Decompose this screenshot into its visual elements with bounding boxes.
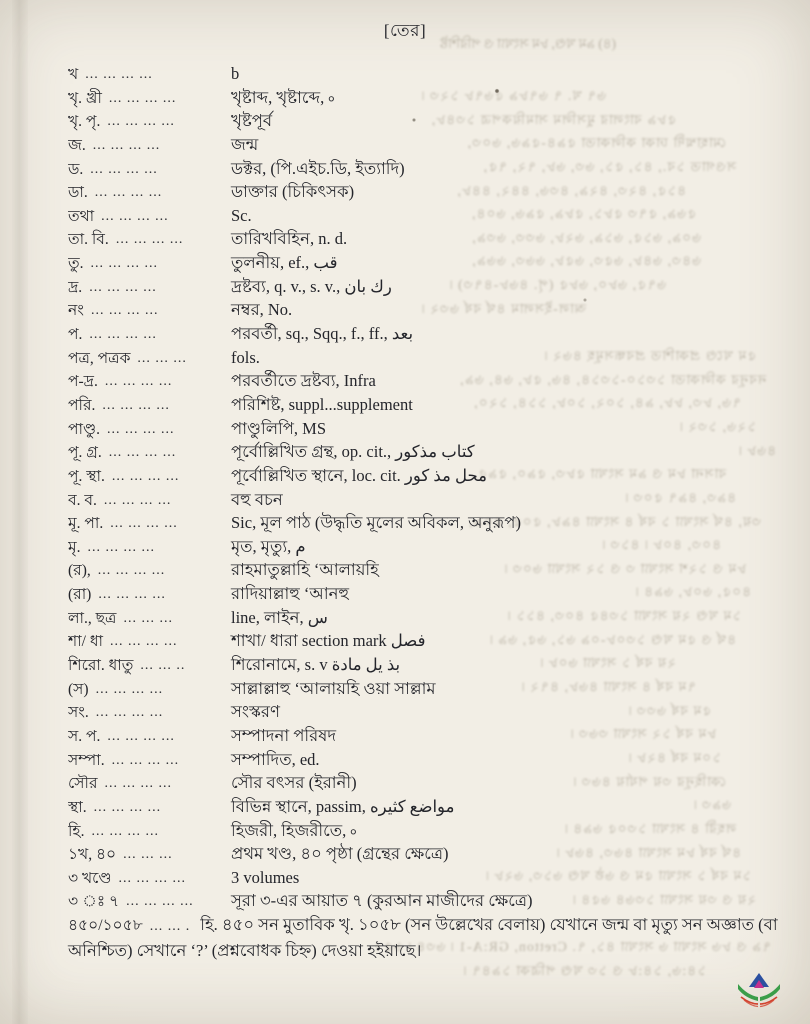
abbreviation: প. — [68, 326, 83, 344]
bleedthrough-line: ৮ম ও ১২শ সংখ্যা ৩ ও ১২ সংখ্যা ৬০৩ ৷ — [503, 560, 746, 576]
abbreviation-cell — [68, 323, 231, 347]
dotted-leader: ... ... ... ... — [107, 728, 175, 744]
abbreviation-row — [68, 86, 790, 110]
abbreviation: সম্পা. — [68, 751, 105, 769]
abbreviation: মৃ. — [68, 538, 81, 556]
abbreviation-row — [68, 440, 790, 464]
abbreviation: তা. বি. — [68, 231, 109, 249]
abbreviation-row — [68, 204, 790, 228]
abbreviation-row — [68, 488, 790, 512]
dotted-leader: ... ... ... ... — [107, 421, 175, 437]
meaning-cell: পূর্বোল্লিখিত স্থানে, loc. cit. محل مذ كور — [231, 465, 487, 485]
bleedthrough-header: (৪) ৯ম খণ্ড, ৮ম সংখ্যা ও পরিশিষ্ট — [440, 36, 616, 51]
dotted-leader: ... ... ... ... — [87, 539, 155, 555]
bleedthrough-line: সওগাত ১ব., ৪১, ৫১, ৬৩, ৬৮, ৭২, ৭৫, — [482, 158, 736, 174]
bleedthrough-line: ১২৬, ১৩২ ৷ — [678, 418, 756, 434]
abbreviation-row — [68, 227, 790, 251]
abbreviation-row — [68, 677, 790, 701]
abbreviation-row — [68, 724, 790, 748]
bleedthrough-line: ৬৭৫, ৬৮০, ৬৮৫ (পৃ. ৪৬৮-৪৭৩) ৷ — [448, 277, 666, 293]
dotted-leader: ... ... ... ... — [90, 303, 159, 319]
abbreviation-row — [68, 511, 790, 535]
abbreviation-cell — [68, 512, 231, 536]
abbreviation-row — [68, 133, 790, 157]
meaning-cell: সম্পাদনা পরিষদ — [231, 725, 336, 745]
meaning-cell: পরবর্তী, sq., Sqq., f., ff., بعد — [231, 324, 414, 344]
dotted-leader: ... ... ... ... — [115, 232, 184, 248]
abbreviation-cell — [68, 559, 231, 583]
footnote-row — [68, 913, 790, 962]
abbreviation-cell — [68, 370, 231, 394]
bleedthrough-line: ৪র্থ বর্ষ ৮ম সংখ্যা ৪৬৩, ৪৬৮ ৷ — [555, 844, 741, 860]
dotted-leader: ... ... ... ... — [90, 256, 159, 272]
abbreviation-row — [68, 62, 790, 86]
bleedthrough-line: ৮ম বর্ষ ১২ সংখ্যা ৩৬৩ ৷ — [569, 726, 716, 742]
meaning-cell: সাল্লাল্লাহু ‘আলায়হি ওয়া সাল্লাম — [231, 678, 436, 698]
meaning-cell: তারিখবিহিন, n. d. — [231, 229, 348, 249]
meaning-cell: সৌর বৎসর (ইরানী) — [231, 773, 357, 793]
abbreviation-cell — [68, 394, 231, 418]
meaning-cell: দ্রষ্টব্য, q. v., s. v., رك بان — [231, 276, 392, 296]
abbreviation-cell — [68, 134, 231, 158]
abbreviation-cell — [68, 158, 231, 182]
meaning-cell: তুলনীয়, ef., قب — [231, 253, 338, 273]
abbreviation-row — [68, 558, 790, 582]
abbreviation: পত্র, পত্রক — [68, 349, 131, 367]
abbreviation-row — [68, 369, 790, 393]
abbreviation-row — [68, 464, 790, 488]
abbreviation: সৌর — [68, 775, 98, 793]
meaning-cell: ডক্টর, (পি.এইচ.ডি, ইত্যাদি) — [231, 158, 405, 178]
dotted-leader: ... ... ... ... — [89, 327, 157, 343]
abbreviation: খৃ. পৃ. — [68, 113, 101, 131]
page-number: [তের] — [383, 21, 427, 40]
dotted-leader: ... ... ... ... — [94, 185, 163, 201]
dotted-leader: ... ... ... ... — [101, 208, 169, 224]
meaning-cell: শাখা/ ধারা section mark فصل — [231, 631, 426, 651]
abbreviation-cell — [68, 87, 231, 111]
abbreviation-cell — [68, 441, 231, 465]
abbreviation: সং. — [68, 704, 89, 722]
abbreviation-row — [68, 653, 790, 677]
abbreviation-cell — [68, 843, 231, 867]
abbreviation: খ — [68, 66, 79, 83]
bleedthrough-line: কোহিনূর ৩য় পর্যায় ৪৬৩ ৷ — [572, 773, 726, 789]
abbreviation: জ. — [68, 136, 86, 154]
abbreviation-row — [68, 629, 790, 653]
meaning-cell: জন্ম — [231, 134, 259, 154]
meaning-cell: বিভিন্ন স্থানে, passim, مواضع كثيره — [231, 796, 455, 816]
abbreviation-cell — [68, 890, 231, 914]
meaning-cell: খৃষ্টপূর্ব — [231, 111, 273, 131]
dotted-leader: ... ... .. — [140, 658, 186, 674]
meaning-cell: সূরা ৩-এর আয়াত ৭ (কুরআন মাজীদের ক্ষেত্রে) — [231, 891, 533, 911]
abbreviation-cell — [68, 678, 231, 702]
abbreviation-cell — [68, 489, 231, 513]
abbreviation-row — [68, 606, 790, 630]
dotted-leader: ... ... ... ... — [104, 776, 172, 792]
bleedthrough-line: বাসনা ৮ম ও ৯ম সংখ্যা ৫৮৩, ৫৯০, ৫৯৫, — [472, 466, 726, 482]
publisher-logo-icon — [736, 970, 782, 1012]
dotted-leader: ... ... ... ... — [103, 492, 172, 508]
abbreviation-cell — [68, 63, 231, 87]
dotted-leader: ... ... ... — [123, 610, 173, 626]
bleedthrough-line: ৫৮৯ বাংলার মুসলিম সাময়িকপত্র ১৩৪৮, — [430, 111, 676, 127]
bleedthrough-line: ৭৯ ও ৮৬ সংখ্যা ৬ সংখ্যা ৪১, ৭. Cretton, GR:A-1 ৷ ৬৩৪ ৷ ৬৫ ৷ — [374, 939, 771, 955]
bleedthrough-line: ১৪:৬, ১৪:৮ ও ১৩ খণ্ড পত্রিকা ১৯৪৭ ৷ — [462, 962, 706, 978]
dotted-leader: ... ... ... ... — [89, 279, 157, 295]
bleedthrough-line: ৪৯৩, ৪৯৭ ৫০৩ ৷ — [624, 489, 736, 505]
dotted-leader: ... ... ... ... — [108, 90, 177, 106]
dotted-leader: ... ... . — [149, 919, 191, 935]
bleedthrough-line: ৬৯৩ ৷ — [693, 797, 731, 813]
bleedthrough-line: ৫৬৯, ৫৭৩ ৫৮১, ৫৮৯, ৫৯৬, ৬০৪, — [470, 206, 696, 222]
abbreviation-cell — [68, 820, 231, 844]
dotted-leader: ... ... ... ... — [97, 563, 166, 579]
abbreviation: মূ. পা. — [68, 515, 104, 533]
abbreviation: খৃ. খ্রী — [68, 89, 102, 107]
abbreviation: তু. — [68, 255, 84, 273]
abbreviation-cell — [68, 205, 231, 229]
abbreviation-row — [68, 298, 790, 322]
abbreviation: স্থা. — [68, 798, 87, 816]
bleedthrough-line: ৫ম বর্ষ ৬৩৩ ৷ — [627, 702, 711, 718]
meaning-cell: রাহমাতুল্লাহি ‘আলায়হি — [231, 560, 379, 580]
dotted-leader: ... ... ... ... — [118, 870, 187, 886]
dotted-leader: ... ... ... ... — [107, 114, 175, 130]
meaning-cell: Sic, মূল পাঠ (উদ্ধৃতি মূলের অবিকল, অনুরূপ) — [231, 513, 521, 533]
abbreviation-cell — [68, 630, 231, 654]
meaning-cell: ডাক্তার (চিকিৎসক) — [231, 182, 355, 202]
abbreviation-cell — [68, 654, 231, 678]
bleedthrough-line: ৪০৫, ৬০৮, ৬৯৪ ৷ — [634, 584, 751, 600]
meaning-cell: প্রথম খণ্ড, ৪০ পৃষ্ঠা (গ্রন্থের ক্ষেত্রে) — [231, 844, 449, 864]
dotted-leader: ... ... ... ... — [108, 445, 177, 461]
abbreviation-cell — [68, 725, 231, 749]
dotted-leader: ... ... ... ... — [93, 799, 162, 815]
meaning-cell: line, লাইন, س — [231, 607, 328, 627]
abbreviation: ড. — [68, 160, 84, 178]
bleedthrough-line: ৭ম বর্ষ ৪ সংখ্যা ৪৬৮, ৪৭২ ৷ — [520, 679, 696, 695]
bleedthrough-line: ৭৬, ৮৩, ৮৮, ৯৪, ১০২, ১০৮, ১১৪, ১২০, — [473, 395, 741, 411]
meaning-cell: মৃত, মৃত্যু, م — [231, 536, 306, 556]
abbreviation-cell — [68, 181, 231, 205]
bleedthrough-line: ৩য়, ৪র্থ সংখ্যা ১ বর্ষ ৪ সংখ্যা ৪৯৮, ৫০৫, ৫০৯, — [467, 513, 761, 529]
abbreviation: ১খ, ৪০ — [68, 846, 117, 864]
abbreviation-cell — [68, 252, 231, 276]
abbreviation-row — [68, 109, 790, 133]
dotted-leader: ... ... ... ... — [110, 516, 178, 532]
abbreviation-row — [68, 346, 790, 370]
abbreviation: ৩ খণ্ডে — [68, 869, 112, 887]
abbreviation: শিরো. ধাতু — [68, 657, 134, 675]
dotted-leader: ... ... ... ... — [104, 374, 173, 390]
abbreviation-cell — [68, 228, 231, 252]
bleedthrough-line: আল-ইসলাম ৪র্থ বর্ষ ৬৩২ ৷ — [420, 300, 586, 316]
dotted-leader: ... ... ... ... — [95, 705, 164, 721]
dotted-leader: ... ... ... ... — [111, 752, 180, 768]
meaning-cell: b — [231, 64, 240, 83]
abbreviation-row — [68, 889, 790, 913]
abbreviation: স. প. — [68, 727, 101, 745]
abbreviation: ব. ব. — [68, 491, 97, 509]
dotted-leader: ... ... ... — [123, 847, 173, 863]
meaning-cell: সম্পাদিত, ed. — [231, 749, 320, 769]
abbreviation-cell — [68, 607, 231, 631]
meaning-cell: হিজরী, হিজরীতে, ৹ — [231, 820, 357, 840]
bleedthrough-line: লহরী ৪ সংখ্যা ১৩০৫ ৬৯৪ ৷ — [564, 820, 736, 836]
meaning-cell: সংস্করণ — [231, 702, 280, 722]
abbreviation-row — [68, 157, 790, 181]
dotted-leader: ... ... ... ... — [102, 397, 170, 413]
abbreviation-row — [68, 795, 790, 819]
meaning-cell: রাদিয়াল্লাহু ‘আনহু — [231, 584, 350, 604]
meaning-cell: Sc. — [231, 205, 252, 225]
dotted-leader: ... ... ... ... — [92, 137, 161, 153]
meaning-cell: পরিশিষ্ট, suppl...supplement — [231, 394, 413, 414]
meaning-cell: নম্বর, No. — [231, 300, 293, 320]
abbreviation-cell — [68, 110, 231, 134]
abbreviation-row — [68, 251, 790, 275]
bleedthrough-line: ৬৪৩, ৬৪৮, ৬৫৩, ৬৫৮, ৬৬৩, ৬৬৯, — [471, 253, 701, 269]
meaning-cell: পাণ্ডুলিপি, MS — [231, 418, 327, 438]
bleedthrough-line: মোহাম্মদী ঢাকা কলিকাতা ৫৯৪-৫৯৬, ৬০৩, — [466, 135, 726, 151]
bleedthrough-line: ১০ম বর্ষ ৪২৮ ৷ — [627, 749, 721, 765]
abbreviation-row — [68, 700, 790, 724]
abbreviation: প-দ্র. — [68, 373, 98, 391]
abbreviation-cell — [68, 418, 231, 442]
abbreviation: পূ. স্থা. — [68, 467, 105, 485]
abbreviation: তথা — [68, 207, 95, 225]
abbreviation-cell — [68, 536, 231, 560]
abbreviation-cell — [68, 701, 231, 725]
meaning-cell: বহু বচন — [231, 489, 283, 509]
abbreviation: পূ. গ্র. — [68, 444, 102, 462]
bleedthrough-line: ৪র্থ ও ৫ম খণ্ড ১৩০৮-০৯ ৬১, ৬৫, ৬৯ ৷ — [489, 631, 736, 647]
bleedthrough-line: ৪১৫, ৪২৩, ৪২৯, ৪৩৬, ৪৪২, ৪৪৮, — [456, 182, 686, 198]
bleedthrough-line: ২য় ও ৩য় সংখ্যা ১৩৬৪ ৬৫৪ ৷ — [572, 891, 756, 907]
bleedthrough-line: ৫ম খণ্ডে প্রকাশিত প্রবন্ধসমূহ ৪৬২ ৷ — [543, 348, 756, 364]
abbreviation-cell — [68, 867, 231, 891]
abbreviation-row — [68, 748, 790, 772]
dotted-leader: ... ... ... ... — [90, 161, 158, 177]
meaning-cell: শিরোনামে, s. v بذ يل مادة — [231, 655, 401, 675]
abbreviation-row — [68, 819, 790, 843]
abbreviation-row — [68, 417, 790, 441]
abbreviation-cell — [68, 465, 231, 489]
meaning-cell: পরবর্তীতে দ্রষ্টব্য, Infra — [231, 371, 376, 391]
abbreviation-cell — [68, 749, 231, 773]
bleedthrough-line: ১ম খণ্ড ২য় সংখ্যা ১৩৪৫ ৪০৩, ৪১১ ৷ — [506, 608, 741, 624]
dotted-leader: ... ... ... ... — [110, 634, 178, 650]
abbreviation: পাণ্ডু. — [68, 420, 101, 438]
bleedthrough-line: নবনূর কলিকাতা ১৩১০-১৩১৪, ৪৬, ৫৮, ৬৪, ৬৯, — [459, 371, 766, 387]
abbreviation-row — [68, 771, 790, 795]
dotted-leader: ... ... ... — [137, 350, 187, 366]
abbreviation: (র), — [68, 562, 91, 580]
abbreviation-row — [68, 535, 790, 559]
abbreviation-cell — [68, 772, 231, 796]
abbreviation-row — [68, 322, 790, 346]
dotted-leader: ... ... ... ... — [98, 587, 166, 603]
abbreviation-row — [68, 275, 790, 299]
abbreviation: ৪৫০/১০৫৮ — [68, 917, 143, 935]
bleedthrough-line: ২য় বর্ষ ১ সংখ্যা ৬০৮ ৷ — [539, 655, 676, 671]
abbreviation: (রা) — [68, 586, 92, 604]
abbreviation-cell — [68, 583, 231, 607]
abbreviation: ৩ ঃ ৭ — [68, 893, 120, 911]
abbreviation-row — [68, 582, 790, 606]
abbreviation: লা., ছত্র — [68, 609, 117, 627]
abbreviation-cell — [68, 796, 231, 820]
abbreviation-list — [68, 62, 790, 962]
abbreviation-row — [68, 180, 790, 204]
bleedthrough-line: ৪৬৮ ৷ — [738, 442, 776, 458]
abbreviation: নং — [68, 302, 84, 320]
bleedthrough-line: ৬০৯, ৬১৫, ৬১৯, ৬২৮, ৬৩৩, ৬৩৯, — [471, 229, 701, 245]
abbreviation-cell — [68, 347, 231, 371]
abbreviation: হি. — [68, 822, 85, 840]
dotted-leader: ... ... ... ... — [111, 468, 180, 484]
abbreviation-row — [68, 393, 790, 417]
meaning-cell: fols. — [231, 347, 260, 367]
abbreviation: পরি. — [68, 396, 96, 414]
meaning-cell: 3 volumes — [231, 867, 300, 887]
meaning-cell: পূর্বোল্লিখিত গ্রন্থ, op. cit., كتاب مذكور — [231, 442, 475, 462]
dotted-leader: ... ... ... ... — [95, 681, 164, 697]
bleedthrough-line: ৪০৩, ৪০৮ ৷ ৪১৩ ৷ — [601, 537, 721, 553]
abbreviation-cell — [68, 276, 231, 300]
abbreviation: ডা. — [68, 184, 88, 202]
dotted-leader: ... ... ... ... — [126, 894, 194, 910]
abbreviation: দ্র. — [68, 278, 83, 296]
bleedthrough-line: ৬৭ খ. ৭ ৬৭৮৯ ৫৬৭৮ ১২৩ ৷ — [420, 88, 606, 103]
abbreviation: (স) — [68, 680, 89, 698]
bleedthrough-line: ১ম বর্ষ ১ সংখ্যা ৫ম ও ৬ষ্ঠ খণ্ড ৬১৩, ৬২৮ ৷ — [485, 868, 751, 884]
abbreviation-row — [68, 842, 790, 866]
abbreviation: শা/ ধা — [68, 633, 104, 651]
dotted-leader: ... ... ... ... — [91, 823, 159, 839]
abbreviation-row — [68, 866, 790, 890]
meaning-cell: হি. ৪৫০ সন মুতাবিক খৃ. ১০৫৮ (সন উল্লেখের বেলায়) যেখানে জন্ম বা মৃত্যু সন অজ্ঞাত (বা অনিশ্চিত) সেখানে ‘?’ (প্রশ্নবোধক চিহ্ন) দেওয়া হইয়াছে। — [68, 915, 778, 960]
dotted-leader: ... ... ... ... — [85, 67, 153, 82]
abbreviation-cell — [68, 299, 231, 323]
meaning-cell: খৃষ্টাব্দ, খৃষ্টাব্দে, ৹ — [231, 87, 335, 107]
